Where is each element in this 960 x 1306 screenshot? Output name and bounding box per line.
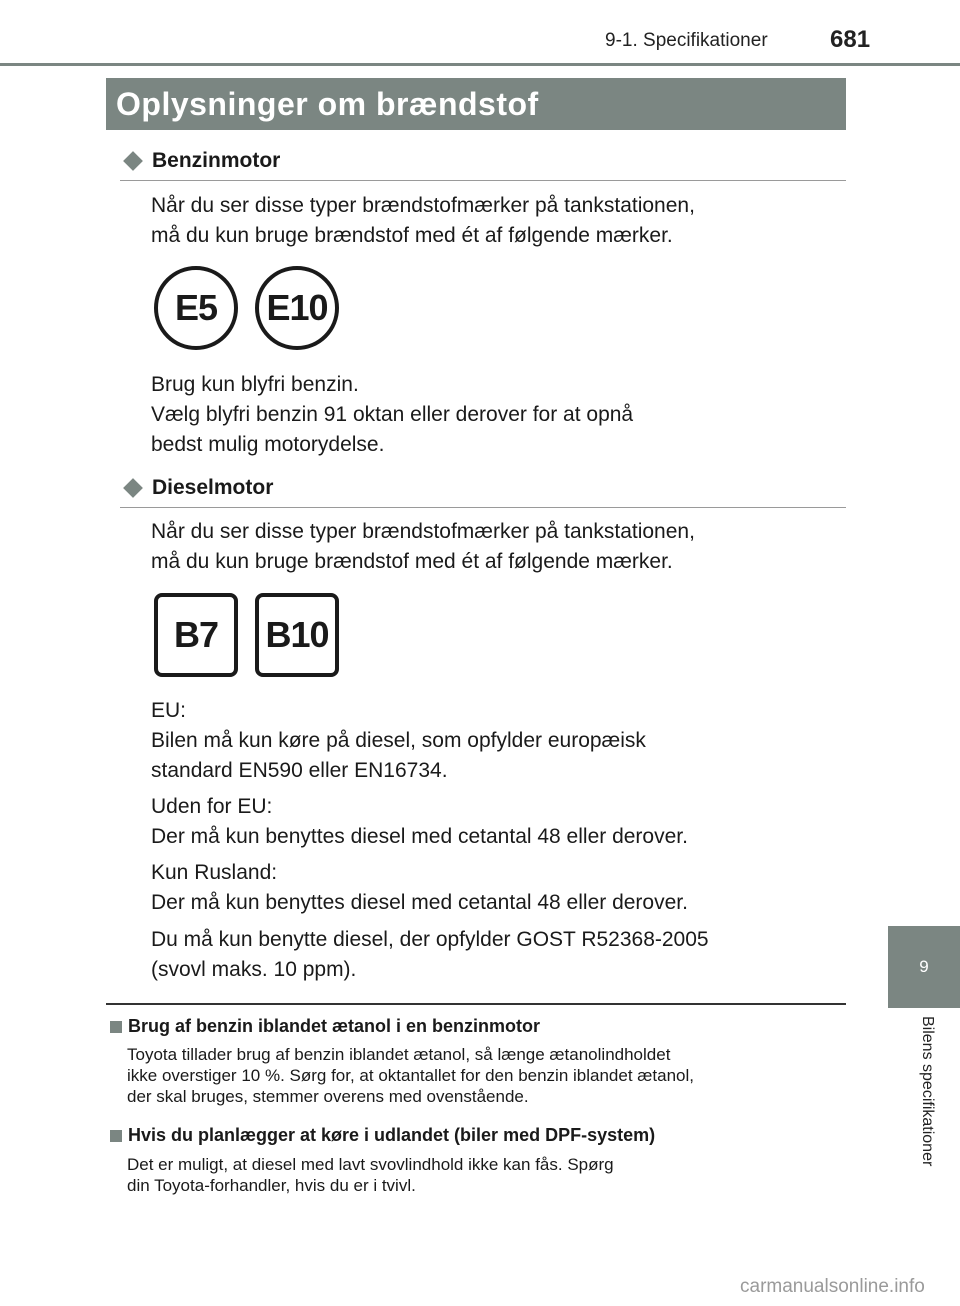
note-body-abroad (127, 1154, 843, 1196)
note-body-ethanol (127, 1044, 843, 1107)
petrol-section-heading (120, 146, 846, 181)
petrol-text-line: Brug kun blyfri benzin. (151, 373, 359, 396)
petrol-text-line: bedst mulig motorydelse. (151, 433, 385, 456)
chapter-tab (888, 926, 960, 1008)
page-title-bar (106, 78, 846, 130)
diesel-intro-line: Når du ser disse typer brændstofmærker på tankstationen, (151, 520, 695, 543)
header-section: 9-1. Specifikationer (605, 30, 768, 51)
diesel-russia-line: Kun Rusland: (151, 861, 278, 884)
note-line: ikke overstiger 10 %. Sørg for, at oktantallet for den benzin iblandet ætanol, (127, 1066, 694, 1085)
note-line: din Toyota-forhandler, hvis du er i tvivl. (127, 1176, 416, 1195)
diesel-eu-line: EU: (151, 699, 187, 722)
diesel-russia (151, 858, 688, 918)
section-divider (120, 180, 846, 181)
note-heading-text: Hvis du planlægger at køre i udlandet (biler med DPF-system) (128, 1125, 656, 1145)
diesel-outside-line: Der må kun benyttes diesel med cetantal 48 eller derover. (151, 825, 688, 848)
fuel-mark-b10: B10 (255, 593, 339, 677)
diesel-eu-line: Bilen må kun køre på diesel, som opfylder europæisk (151, 729, 646, 752)
fuel-mark-b7: B7 (154, 593, 238, 677)
page-number: 681 (830, 26, 871, 53)
section-divider (120, 507, 846, 508)
note-heading-abroad (110, 1125, 655, 1146)
petrol-intro (151, 191, 695, 251)
diesel-gost (151, 925, 709, 985)
diesel-intro-line: må du kun bruge brændstof med ét af følgende mærker. (151, 550, 673, 573)
watermark: carmanualsonline.info (740, 1276, 925, 1297)
chapter-label: Bilens specifikationer (919, 1016, 936, 1167)
diesel-russia-line: Der må kun benyttes diesel med cetantal 48 eller derover. (151, 891, 688, 914)
diesel-section-heading (120, 473, 846, 508)
petrol-intro-line: Når du ser disse typer brændstofmærker på tankstationen, (151, 194, 695, 217)
diamond-bullet-icon (123, 478, 143, 498)
petrol-text-line: Vælg blyfri benzin 91 oktan eller derover for at opnå (151, 403, 634, 426)
diesel-gost-line: (svovl maks. 10 ppm). (151, 958, 357, 981)
note-line: Det er muligt, at diesel med lavt svovlindhold ikke kan fås. Spørg (127, 1155, 614, 1174)
note-heading-text: Brug af benzin iblandet ætanol i en benzinmotor (128, 1016, 541, 1036)
diesel-eu (151, 696, 646, 786)
diesel-gost-line: Du må kun benytte diesel, der opfylder GOST R52368-2005 (151, 928, 709, 951)
fuel-mark-e10: E10 (255, 266, 339, 350)
diamond-bullet-icon (123, 151, 143, 171)
petrol-requirements (151, 370, 633, 460)
square-bullet-icon (110, 1021, 122, 1033)
petrol-heading: Benzinmotor (152, 149, 281, 172)
square-bullet-icon (110, 1130, 122, 1142)
diesel-outside-line: Uden for EU: (151, 795, 273, 818)
diesel-heading: Dieselmotor (152, 476, 274, 499)
note-line: der skal bruges, stemmer overens med ovenstående. (127, 1087, 529, 1106)
chapter-number: 9 (919, 957, 929, 976)
header-divider (0, 63, 960, 66)
page-title: Oplysninger om brændstof (116, 85, 539, 122)
note-line: Toyota tillader brug af benzin iblandet ætanol, så længe ætanolindholdet (127, 1045, 671, 1064)
diesel-intro (151, 517, 695, 577)
notes-divider (106, 1003, 846, 1005)
diesel-outside-eu (151, 792, 688, 852)
note-heading-ethanol (110, 1016, 540, 1037)
diesel-eu-line: standard EN590 eller EN16734. (151, 759, 448, 782)
petrol-intro-line: må du kun bruge brændstof med ét af følgende mærker. (151, 224, 673, 247)
fuel-mark-e5: E5 (154, 266, 238, 350)
